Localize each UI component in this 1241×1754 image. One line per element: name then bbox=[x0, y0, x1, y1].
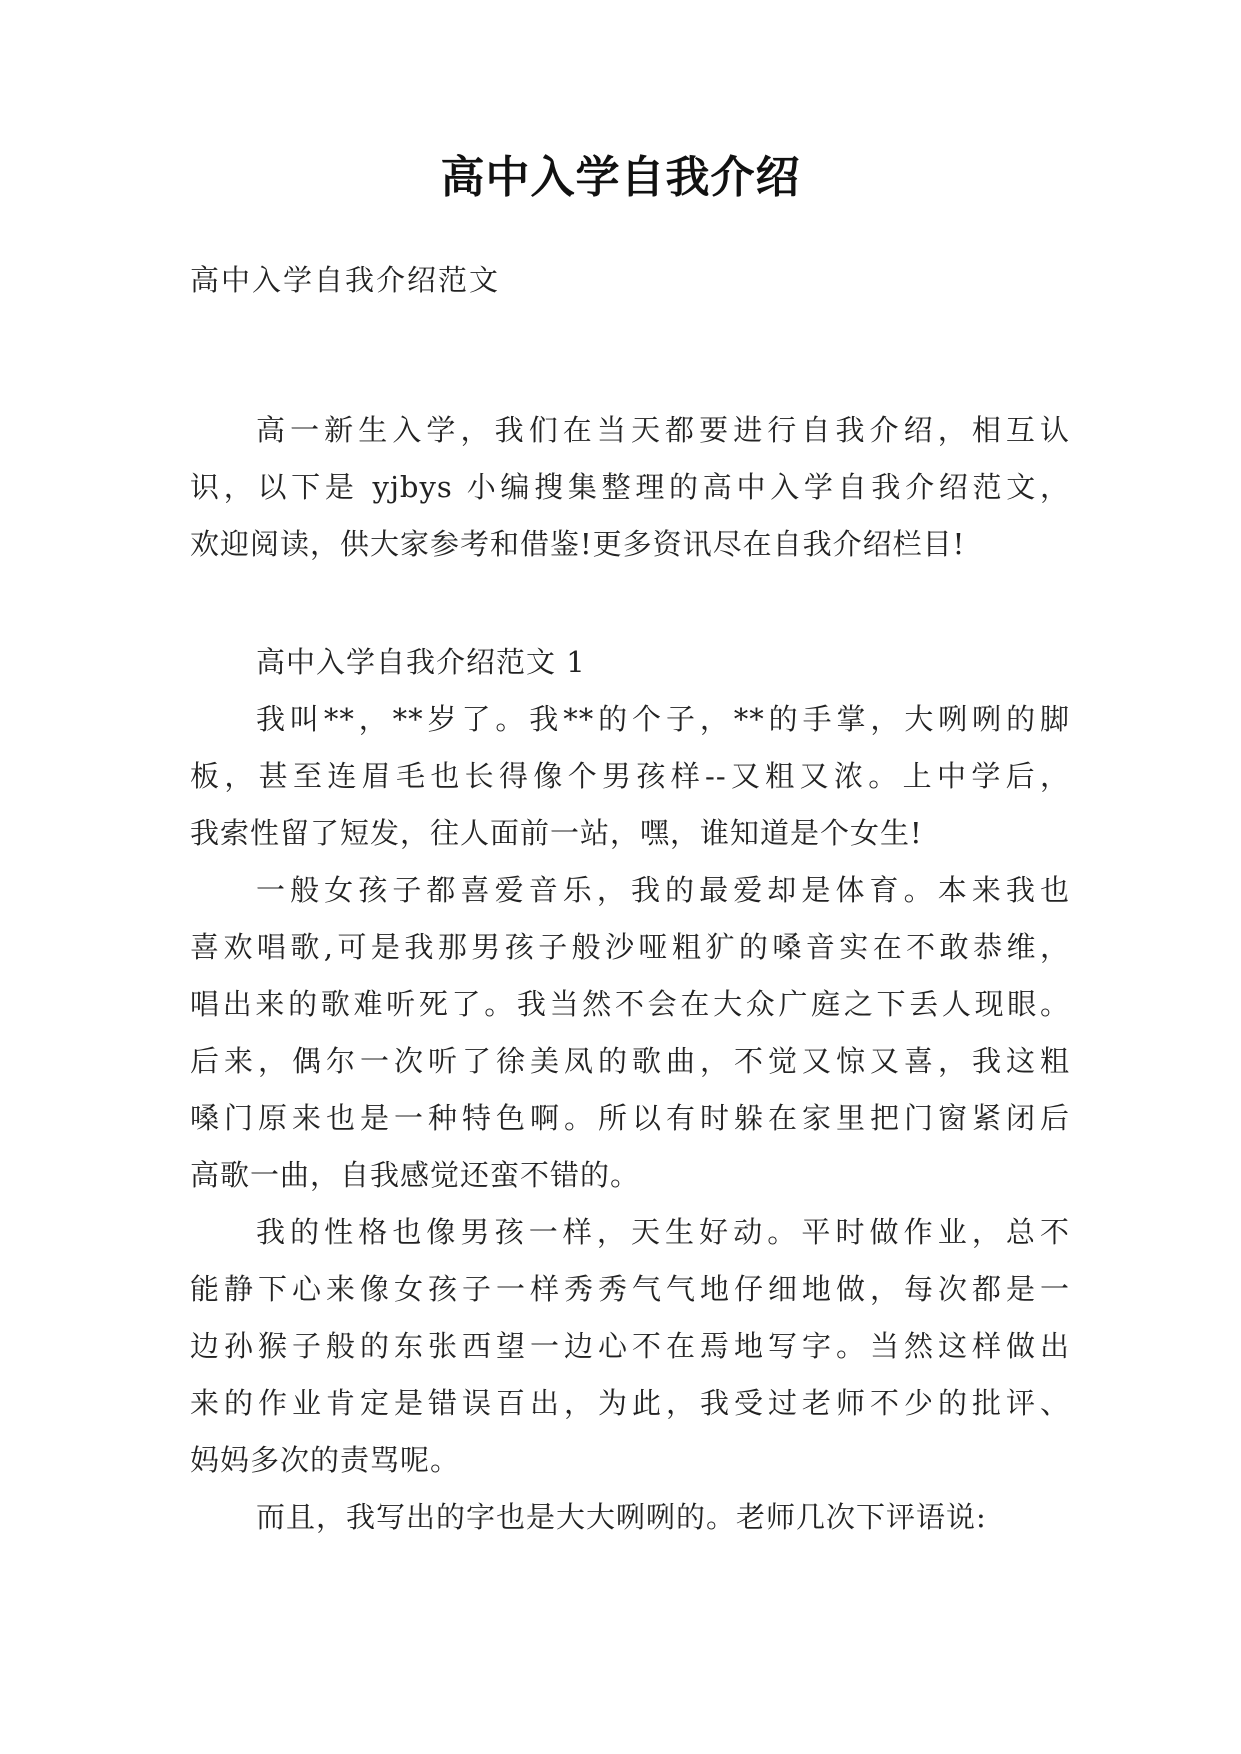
text-line: 板，甚至连眉毛也长得像个男孩样--又粗又浓。上中学后， bbox=[190, 759, 1070, 793]
document-subtitle: 高中入学自我介绍范文 bbox=[190, 263, 501, 297]
text-line: 后来，偶尔一次听了徐美凤的歌曲，不觉又惊又喜，我这粗 bbox=[190, 1044, 1070, 1078]
text-line: 我的性格也像男孩一样，天生好动。平时做作业，总不 bbox=[256, 1215, 1070, 1249]
text-line: 我索性留了短发，往人面前一站，嘿，谁知道是个女生! bbox=[190, 816, 923, 850]
text-line: 唱出来的歌难听死了。我当然不会在大众广庭之下丢人现眼。 bbox=[190, 987, 1070, 1021]
text-line: 来的作业肯定是错误百出，为此，我受过老师不少的批评、 bbox=[190, 1386, 1070, 1420]
text-line: 喜欢唱歌,可是我那男孩子般沙哑粗犷的嗓音实在不敢恭维， bbox=[190, 930, 1070, 964]
text-line: 高歌一曲，自我感觉还蛮不错的。 bbox=[190, 1158, 641, 1192]
text-line: 边孙猴子般的东张西望一边心不在焉地写字。当然这样做出 bbox=[190, 1329, 1070, 1363]
text-line: 能静下心来像女孩子一样秀秀气气地仔细地做，每次都是一 bbox=[190, 1272, 1070, 1306]
text-line: 而且，我写出的字也是大大咧咧的。老师几次下评语说: bbox=[256, 1500, 987, 1534]
text-line: 一般女孩子都喜爱音乐，我的最爱却是体育。本来我也 bbox=[256, 873, 1070, 907]
article-body bbox=[190, 634, 1070, 1546]
text-line: 嗓门原来也是一种特色啊。所以有时躲在家里把门窗紧闭后 bbox=[190, 1101, 1070, 1135]
intro-paragraph bbox=[190, 402, 1070, 573]
text-line: 我叫**，**岁了。我**的个子，**的手掌，大咧咧的脚 bbox=[256, 702, 1070, 736]
text-line: 识，以下是 yjbys 小编搜集整理的高中入学自我介绍范文， bbox=[190, 470, 1070, 504]
document-title: 高中入学自我介绍 bbox=[440, 152, 801, 203]
section-heading: 高中入学自我介绍范文 1 bbox=[256, 645, 586, 679]
text-line: 高一新生入学，我们在当天都要进行自我介绍，相互认 bbox=[256, 413, 1070, 447]
text-line: 欢迎阅读，供大家参考和借鉴!更多资讯尽在自我介绍栏目! bbox=[190, 527, 966, 561]
text-line: 妈妈多次的责骂呢。 bbox=[190, 1443, 461, 1477]
